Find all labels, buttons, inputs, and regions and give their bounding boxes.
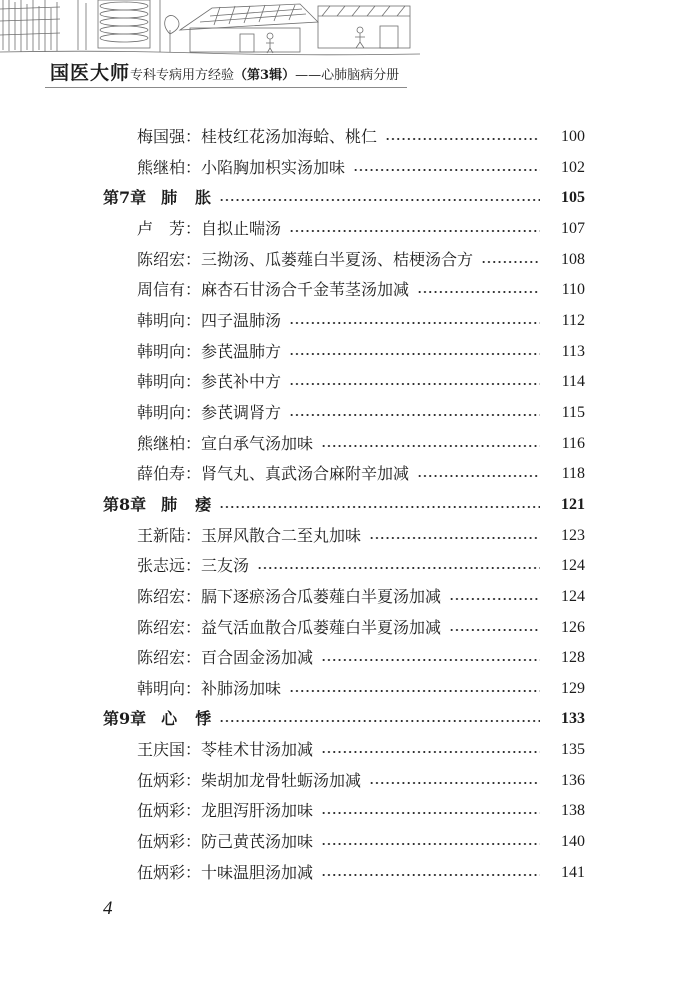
toc-entry bbox=[103, 275, 585, 306]
toc-entry-title: 参芪补中方 bbox=[201, 372, 282, 392]
chapter-number: 第7章 bbox=[103, 188, 147, 208]
toc-entry-separator: ： bbox=[185, 862, 202, 882]
toc-entry-author: 陈绍宏 bbox=[137, 648, 186, 668]
section-title: ——心肺脑病分册 bbox=[295, 68, 400, 83]
toc-entry-title: 十味温胆汤加减 bbox=[201, 862, 314, 882]
toc-dot-leader bbox=[417, 275, 540, 306]
toc-dot-leader bbox=[481, 245, 540, 276]
toc-entry bbox=[103, 643, 585, 674]
table-of-contents bbox=[103, 122, 585, 888]
toc-entry-separator: ： bbox=[185, 801, 202, 821]
toc-chapter bbox=[103, 704, 585, 735]
toc-entry-separator: ： bbox=[185, 127, 202, 146]
toc-entry-title: 龙胆泻肝汤加味 bbox=[201, 801, 314, 821]
toc-entry bbox=[103, 337, 585, 368]
toc-entry-separator: ： bbox=[185, 157, 202, 177]
toc-entry-author: 卢 芳 bbox=[137, 218, 185, 238]
toc-entry bbox=[103, 735, 585, 766]
toc-entry-page: 116 bbox=[561, 434, 585, 452]
toc-entry-author: 伍炳彩 bbox=[137, 770, 186, 790]
toc-entry-title: 柴胡加龙骨牡蛎汤加减 bbox=[201, 770, 362, 790]
toc-entry-separator: ： bbox=[185, 310, 202, 330]
toc-dot-leader bbox=[417, 459, 540, 490]
toc-entry-title: 百合固金汤加减 bbox=[201, 648, 314, 668]
toc-entry-page: 113 bbox=[561, 342, 585, 360]
toc-entry-page: 124 bbox=[561, 557, 585, 575]
toc-entry bbox=[103, 153, 585, 184]
toc-entry-title: 三友汤 bbox=[201, 556, 250, 576]
toc-dot-leader bbox=[289, 398, 540, 429]
toc-entry-author: 梅国强 bbox=[137, 127, 186, 146]
toc-entry-author: 王新陆 bbox=[137, 525, 186, 545]
toc-entry bbox=[103, 551, 585, 582]
toc-entry-title: 三拗汤、瓜蒌薤白半夏汤、桔梗汤合方 bbox=[201, 249, 474, 269]
chapter-page: 133 bbox=[561, 710, 585, 728]
toc-dot-leader bbox=[321, 429, 540, 460]
toc-entry bbox=[103, 122, 585, 153]
toc-entry-page: 141 bbox=[561, 863, 585, 881]
toc-entry-author: 薛伯寿 bbox=[137, 464, 186, 484]
toc-entry-author: 韩明向 bbox=[137, 310, 186, 330]
toc-entry-title: 宣白承气汤加味 bbox=[201, 433, 314, 453]
toc-dot-leader bbox=[369, 766, 540, 797]
toc-entry-title: 自拟止喘汤 bbox=[201, 218, 282, 238]
toc-entry-separator: ： bbox=[185, 617, 202, 637]
toc-entry-author: 韩明向 bbox=[137, 678, 186, 698]
toc-entry-title: 防己黄芪汤加味 bbox=[201, 832, 314, 852]
toc-entry-separator: ： bbox=[185, 372, 202, 392]
toc-entry bbox=[103, 827, 585, 858]
toc-dot-leader bbox=[289, 367, 540, 398]
toc-entry-title: 玉屏风散合二至丸加味 bbox=[201, 525, 362, 545]
toc-entry-author: 韩明向 bbox=[137, 372, 186, 392]
toc-entry-page: 112 bbox=[561, 311, 585, 329]
toc-dot-leader bbox=[219, 183, 540, 214]
toc-entry-author: 陈绍宏 bbox=[137, 249, 186, 269]
toc-entry-page: 128 bbox=[561, 649, 585, 667]
toc-entry-separator: ： bbox=[185, 280, 202, 300]
toc-entry-page: 110 bbox=[561, 281, 585, 299]
toc-entry bbox=[103, 245, 585, 276]
toc-chapter bbox=[103, 490, 585, 521]
toc-dot-leader bbox=[321, 858, 540, 889]
series-title: 专科专病用方经验 bbox=[130, 68, 235, 83]
toc-entry-author: 伍炳彩 bbox=[137, 801, 186, 821]
toc-entry-title: 桂枝红花汤加海蛤、桃仁 bbox=[201, 127, 378, 146]
toc-entry-page: 107 bbox=[561, 219, 585, 237]
toc-entry-title: 肾气丸、真武汤合麻附辛加减 bbox=[201, 464, 410, 484]
toc-entry-page: 124 bbox=[561, 587, 585, 605]
toc-dot-leader bbox=[289, 214, 540, 245]
toc-dot-leader bbox=[321, 735, 540, 766]
toc-entry-title: 参芪温肺方 bbox=[201, 341, 282, 361]
toc-entry-separator: ： bbox=[185, 464, 202, 484]
toc-entry-separator: ： bbox=[185, 678, 202, 698]
toc-entry-page: 108 bbox=[561, 250, 585, 268]
toc-entry-separator: ： bbox=[185, 402, 202, 422]
toc-entry-page: 126 bbox=[561, 618, 585, 636]
toc-entry-page: 123 bbox=[561, 526, 585, 544]
toc-entry-title: 参芪调肾方 bbox=[201, 402, 282, 422]
toc-entry-separator: ： bbox=[185, 525, 202, 545]
header-illustration bbox=[0, 0, 430, 60]
toc-entry-author: 周信有 bbox=[137, 280, 186, 300]
toc-entry bbox=[103, 429, 585, 460]
toc-entry bbox=[103, 367, 585, 398]
toc-entry bbox=[103, 766, 585, 797]
toc-dot-leader bbox=[353, 153, 540, 184]
volume-label: （第3辑） bbox=[234, 68, 296, 83]
chapter-title: 心 悸 bbox=[161, 709, 212, 729]
toc-entry-page: 115 bbox=[561, 403, 585, 421]
toc-entry bbox=[103, 582, 585, 613]
series-brand: 国医大师 bbox=[50, 62, 131, 84]
toc-entry-separator: ： bbox=[185, 556, 202, 576]
page-number: 4 bbox=[103, 898, 113, 919]
toc-entry-author: 熊继柏 bbox=[137, 433, 186, 453]
toc-entry-title: 苓桂术甘汤加减 bbox=[201, 740, 314, 760]
toc-dot-leader bbox=[321, 796, 540, 827]
chapter-title: 肺 胀 bbox=[161, 188, 212, 208]
chapter-number: 第8章 bbox=[103, 494, 147, 514]
toc-entry-author: 韩明向 bbox=[137, 341, 186, 361]
toc-entry-author: 陈绍宏 bbox=[137, 617, 186, 637]
toc-entry-separator: ： bbox=[185, 341, 202, 361]
toc-dot-leader bbox=[321, 643, 540, 674]
toc-entry bbox=[103, 521, 585, 552]
running-head bbox=[50, 62, 399, 84]
toc-entry bbox=[103, 398, 585, 429]
toc-dot-leader bbox=[257, 551, 540, 582]
toc-entry-separator: ： bbox=[185, 770, 202, 790]
toc-entry-page: 135 bbox=[561, 741, 585, 759]
toc-entry-title: 小陷胸加枳实汤加味 bbox=[201, 157, 346, 177]
chapter-number: 第9章 bbox=[103, 709, 147, 729]
chapter-page: 105 bbox=[561, 189, 585, 207]
toc-entry-title: 麻杏石甘汤合千金苇茎汤加减 bbox=[201, 280, 410, 300]
toc-entry-page: 129 bbox=[561, 679, 585, 697]
toc-entry bbox=[103, 858, 585, 889]
toc-entry-title: 膈下逐瘀汤合瓜蒌薤白半夏汤加减 bbox=[201, 586, 442, 606]
toc-entry-separator: ： bbox=[185, 648, 202, 668]
toc-entry-separator: ： bbox=[185, 586, 202, 606]
toc-entry-page: 140 bbox=[561, 833, 585, 851]
toc-dot-leader bbox=[449, 582, 540, 613]
chapter-title: 肺 痿 bbox=[161, 494, 212, 514]
toc-entry-author: 陈绍宏 bbox=[137, 586, 186, 606]
chapter-page: 121 bbox=[561, 495, 585, 513]
toc-entry-author: 伍炳彩 bbox=[137, 832, 186, 852]
toc-entry-separator: ： bbox=[185, 218, 202, 238]
toc-dot-leader bbox=[385, 122, 540, 153]
toc-dot-leader bbox=[449, 613, 540, 644]
toc-entry bbox=[103, 459, 585, 490]
toc-entry-page: 114 bbox=[561, 373, 585, 391]
toc-entry-author: 伍炳彩 bbox=[137, 862, 186, 882]
toc-entry-author: 张志远 bbox=[137, 556, 186, 576]
header-rule bbox=[45, 87, 407, 88]
toc-entry-page: 118 bbox=[561, 465, 585, 483]
toc-entry-separator: ： bbox=[185, 433, 202, 453]
toc-dot-leader bbox=[289, 674, 540, 705]
toc-entry bbox=[103, 674, 585, 705]
toc-entry bbox=[103, 613, 585, 644]
toc-dot-leader bbox=[369, 521, 540, 552]
toc-entry bbox=[103, 796, 585, 827]
toc-entry-page: 100 bbox=[561, 128, 585, 145]
toc-entry-title: 补肺汤加味 bbox=[201, 678, 282, 698]
toc-entry-author: 熊继柏 bbox=[137, 157, 186, 177]
toc-dot-leader bbox=[289, 306, 540, 337]
toc-dot-leader bbox=[289, 337, 540, 368]
toc-entry bbox=[103, 306, 585, 337]
toc-entry-separator: ： bbox=[185, 249, 202, 269]
toc-entry-page: 102 bbox=[561, 158, 585, 176]
toc-dot-leader bbox=[321, 827, 540, 858]
toc-entry bbox=[103, 214, 585, 245]
toc-entry-separator: ： bbox=[185, 740, 202, 760]
toc-entry-author: 韩明向 bbox=[137, 402, 186, 422]
toc-dot-leader bbox=[219, 704, 540, 735]
toc-entry-title: 四子温肺汤 bbox=[201, 310, 282, 330]
toc-entry-title: 益气活血散合瓜蒌薤白半夏汤加减 bbox=[201, 617, 442, 637]
toc-entry-page: 138 bbox=[561, 802, 585, 820]
toc-entry-author: 王庆国 bbox=[137, 740, 186, 760]
toc-chapter bbox=[103, 183, 585, 214]
toc-entry-separator: ： bbox=[185, 832, 202, 852]
toc-entry-page: 136 bbox=[561, 771, 585, 789]
toc-dot-leader bbox=[219, 490, 540, 521]
